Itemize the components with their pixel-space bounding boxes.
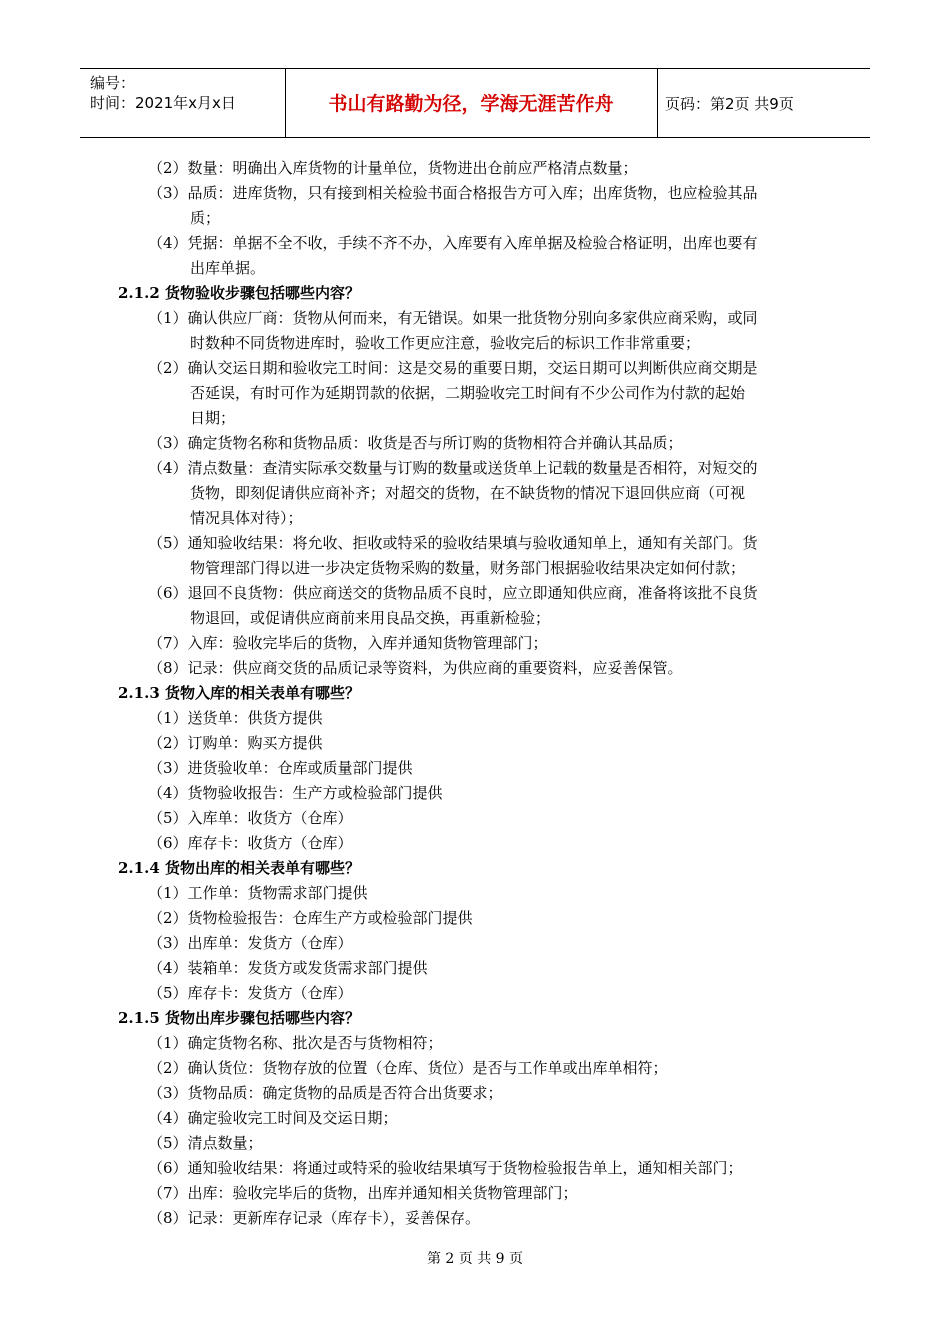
list-item: （4）凭据：单据不全不收，手续不齐不办，入库要有入库单据及检验合格证明，出库也要有 — [148, 234, 758, 252]
list-item: （5）入库单：收货方（仓库） — [148, 809, 353, 827]
list-item: （2）确认货位：货物存放的位置（仓库、货位）是否与工作单或出库单相符； — [148, 1059, 668, 1077]
list-item-continuation: 出库单据。 — [190, 259, 266, 277]
list-item: （3）进货验收单：仓库或质量部门提供 — [148, 759, 413, 777]
list-item-continuation: 日期； — [190, 409, 236, 427]
list-item-continuation: 时数种不同货物进库时，验收工作更应注意，验收完后的标识工作非常重要； — [190, 334, 701, 352]
list-item-continuation: 情况具体对待）； — [190, 509, 303, 527]
list-item: （6）通知验收结果：将通过或特采的验收结果填写于货物检验报告单上，通知相关部门； — [148, 1159, 743, 1177]
list-item-continuation: 质； — [190, 209, 221, 227]
list-item-continuation: 否延误，有时可作为延期罚款的依据，二期验收完工时间有不少公司作为付款的起始 — [190, 384, 746, 402]
list-item: （3）品质：进库货物，只有接到相关检验书面合格报告方可入库；出库货物，也应检验其品 — [148, 184, 758, 202]
list-item: （7）入库：验收完毕后的货物，入库并通知货物管理部门； — [148, 634, 548, 652]
list-item: （1）工作单：货物需求部门提供 — [148, 884, 368, 902]
list-item: （3）货物品质：确定货物的品质是否符合出货要求； — [148, 1084, 503, 1102]
section-heading: 2.1.4 货物出库的相关表单有哪些？ — [118, 859, 360, 877]
list-item: （2）数量：明确出入库货物的计量单位，货物进出仓前应严格清点数量； — [148, 159, 638, 177]
section-heading: 2.1.3 货物入库的相关表单有哪些？ — [118, 684, 360, 702]
list-item: （8）记录：更新库存记录（库存卡），妥善保存。 — [148, 1209, 481, 1227]
list-item: （5）库存卡：发货方（仓库） — [148, 984, 353, 1002]
section-heading: 2.1.5 货物出库步骤包括哪些内容？ — [118, 1009, 360, 1027]
list-item: （6）库存卡：收货方（仓库） — [148, 834, 353, 852]
header-divider — [657, 69, 658, 137]
code-label: 编号： — [90, 74, 136, 92]
list-item-continuation: 物管理部门得以进一步决定货物采购的数量，财务部门根据验收结果决定如何付款； — [190, 559, 746, 577]
section-heading: 2.1.2 货物验收步骤包括哪些内容？ — [118, 284, 360, 302]
header-page-info: 页码：第2页 共9页 — [665, 95, 794, 113]
list-item-continuation: 物退回，或促请供应商前来用良品交换，再重新检验； — [190, 609, 551, 627]
list-item: （3）确定货物名称和货物品质：收货是否与所订购的货物相符合并确认其品质； — [148, 434, 683, 452]
list-item: （5）清点数量； — [148, 1134, 263, 1152]
header-motto: 书山有路勤为径，学海无涯苦作舟 — [328, 93, 614, 115]
list-item: （8）记录：供应商交货的品质记录等资料，为供应商的重要资料，应妥善保管。 — [148, 659, 683, 677]
header-meta — [90, 73, 236, 113]
list-item: （7）出库：验收完毕后的货物，出库并通知相关货物管理部门； — [148, 1184, 578, 1202]
list-item: （2）确认交运日期和验收完工时间：这是交易的重要日期，交运日期可以判断供应商交期是 — [148, 359, 758, 377]
list-item: （1）确定货物名称、批次是否与货物相符； — [148, 1034, 443, 1052]
list-item: （4）清点数量：查清实际承交数量与订购的数量或送货单上记载的数量是否相符，对短交的 — [148, 459, 758, 477]
page-footer: 第 2 页 共 9 页 — [426, 1251, 524, 1267]
date-line: 时间：2021年x月x日 — [90, 94, 236, 112]
list-item-continuation: 货物，即刻促请供应商补齐；对超交的货物，在不缺货物的情况下退回供应商（可视 — [190, 484, 746, 502]
list-item: （1）送货单：供货方提供 — [148, 709, 323, 727]
list-item: （6）退回不良货物：供应商送交的货物品质不良时，应立即通知供应商，准备将该批不良货 — [148, 584, 758, 602]
list-item: （1）确认供应厂商：货物从何而来，有无错误。如果一批货物分别向多家供应商采购，或同 — [148, 309, 758, 327]
list-item: （4）货物验收报告：生产方或检验部门提供 — [148, 784, 443, 802]
list-item: （2）货物检验报告：仓库生产方或检验部门提供 — [148, 909, 473, 927]
list-item: （3）出库单：发货方（仓库） — [148, 934, 353, 952]
list-item: （2）订购单：购买方提供 — [148, 734, 323, 752]
list-item: （4）装箱单：发货方或发货需求部门提供 — [148, 959, 428, 977]
list-item: （5）通知验收结果：将允收、拒收或特采的验收结果填与验收通知单上，通知有关部门。货 — [148, 534, 758, 552]
list-item: （4）确定验收完工时间及交运日期； — [148, 1109, 398, 1127]
page-header — [80, 68, 870, 138]
